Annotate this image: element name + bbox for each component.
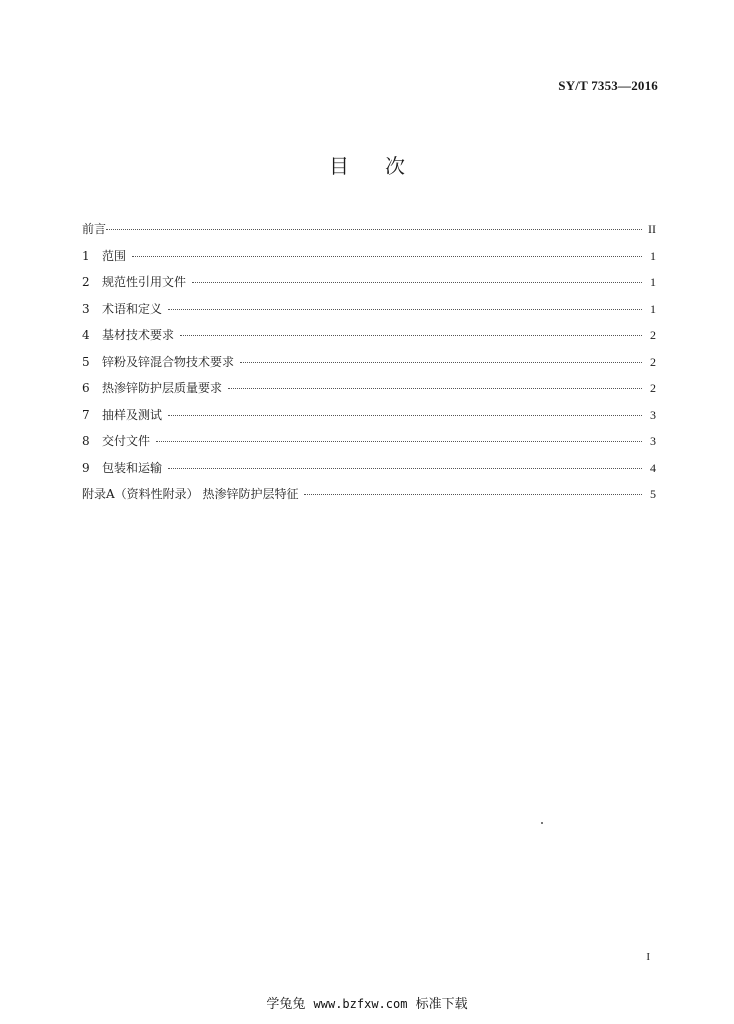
toc-leader-dots: [132, 256, 642, 257]
toc-entry-number: 4: [82, 328, 90, 342]
toc-entry-label: 附录A（资料性附录） 热渗锌防护层特征: [82, 487, 299, 501]
toc-entry-3[interactable]: [82, 300, 656, 327]
toc-entry-number: 5: [82, 354, 90, 369]
toc-entry-1[interactable]: [82, 247, 656, 274]
toc-entry-page: 1: [650, 275, 656, 289]
toc-entry-label: 交付文件: [102, 434, 151, 448]
toc-entry-page: 1: [650, 248, 656, 263]
toc-entry-label: 规范性引用文件: [102, 275, 187, 289]
toc-leader-dots: [240, 362, 642, 363]
toc-entry-9[interactable]: [82, 459, 656, 486]
toc-entry-number: 6: [82, 381, 90, 395]
toc-entry-page: II: [648, 222, 656, 236]
scan-speck: [541, 822, 543, 824]
toc-entry-appendix-a[interactable]: [82, 485, 656, 512]
toc-entry-number: 2: [82, 275, 90, 289]
toc-title-char-2: 次: [385, 154, 405, 178]
footer-watermark: [0, 993, 734, 1012]
toc-entry-label: 范围: [102, 248, 127, 263]
toc-entry-label: 前言: [82, 222, 107, 236]
toc-entry-label: 包装和运输: [102, 460, 163, 475]
toc-entry-preface[interactable]: [82, 220, 656, 247]
standard-code: SY/T 7353—2016: [558, 78, 658, 93]
footer-tagline: 标准下载: [415, 997, 468, 1012]
toc-entry-number: 7: [82, 407, 90, 422]
toc-entry-page: 3: [650, 407, 656, 422]
toc-entry-6[interactable]: [82, 379, 656, 406]
toc-entry-page: 1: [650, 301, 656, 316]
toc-entry-label: 术语和定义: [102, 301, 163, 316]
toc-entry-page: 4: [650, 460, 656, 475]
toc-leader-dots: [106, 229, 642, 230]
toc-entry-label: 抽样及测试: [102, 407, 163, 422]
toc-leader-dots: [192, 282, 642, 283]
toc-entry-number: 1: [82, 248, 90, 263]
page-number: I: [646, 951, 650, 963]
toc-title: [0, 150, 734, 179]
toc-entry-8[interactable]: [82, 432, 656, 459]
toc-entry-page: 2: [650, 328, 656, 342]
table-of-contents: [82, 220, 656, 512]
toc-leader-dots: [168, 468, 642, 469]
toc-entry-5[interactable]: [82, 353, 656, 380]
toc-entry-number: 3: [82, 301, 90, 316]
toc-entry-page: 2: [650, 381, 656, 395]
toc-leader-dots: [228, 388, 642, 389]
toc-entry-7[interactable]: [82, 406, 656, 433]
toc-leader-dots: [156, 441, 642, 442]
toc-leader-dots: [168, 309, 642, 310]
toc-entry-page: 3: [650, 434, 656, 448]
toc-entry-4[interactable]: [82, 326, 656, 353]
footer-url-link[interactable]: www.bzfxw.com: [313, 997, 408, 1011]
toc-entry-number: 9: [82, 460, 90, 475]
toc-entry-number: 8: [82, 434, 90, 448]
footer-site-name: 学兔兔: [266, 997, 306, 1012]
toc-title-char-1: 目: [329, 154, 349, 178]
toc-entry-page: 5: [650, 487, 656, 501]
toc-leader-dots: [304, 494, 642, 495]
toc-entry-label: 基材技术要求: [102, 328, 175, 342]
toc-leader-dots: [180, 335, 642, 336]
toc-entry-label: 锌粉及锌混合物技术要求: [102, 354, 235, 369]
toc-entry-label: 热渗锌防护层质量要求: [102, 381, 223, 395]
toc-leader-dots: [168, 415, 642, 416]
toc-entry-page: 2: [650, 354, 656, 369]
toc-entry-2[interactable]: [82, 273, 656, 300]
